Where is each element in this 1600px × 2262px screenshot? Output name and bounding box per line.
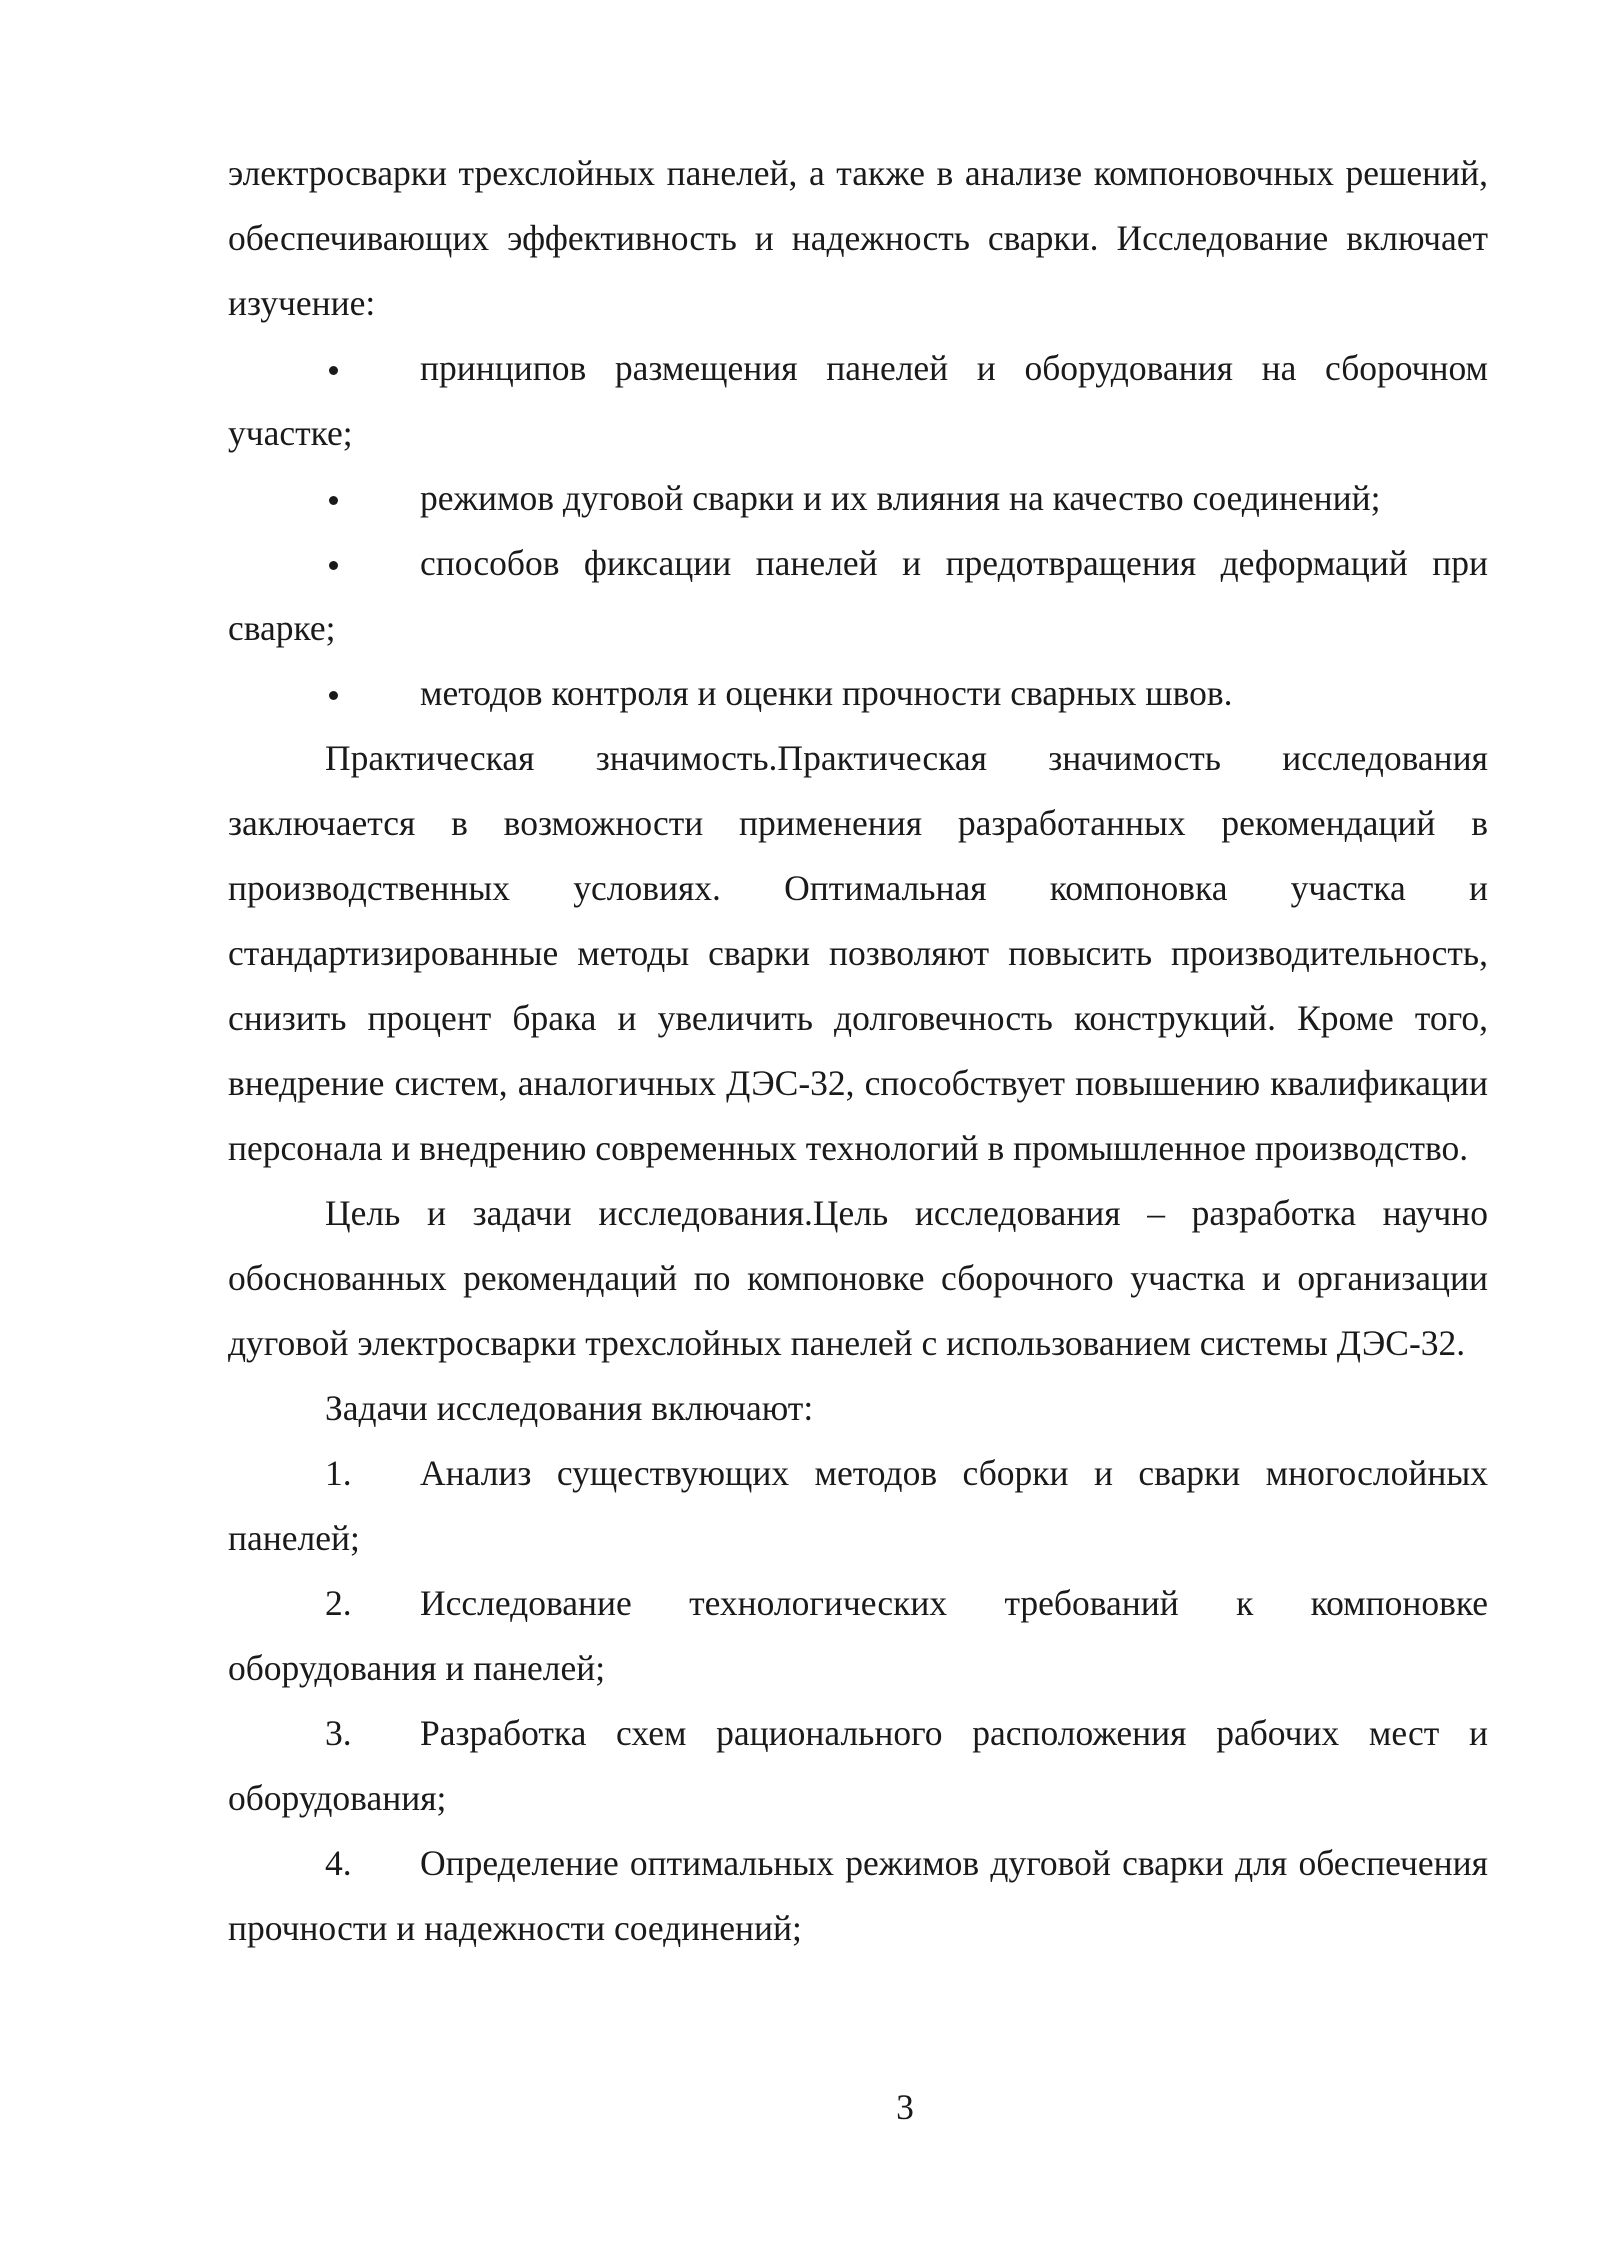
tasks-list (228, 1441, 1488, 1961)
document-body (228, 141, 1488, 1961)
page-number: 3 (896, 2087, 914, 2127)
numbered-item (228, 1441, 1488, 1571)
bullet-icon (329, 691, 338, 700)
research-scope-list (228, 336, 1488, 726)
numbered-item (228, 1571, 1488, 1701)
list-item (228, 466, 1488, 531)
practical-significance-paragraph: Практическая значимость.Практическая значимость исследования заключается в возможности применения разработанных рекомендаций в производственных условиях. Оптимальная компоновка участка и стандартизированные методы сварки позволяют повысить производительность, снизить процент брака и увеличить долговечность конструкций. Кроме того, внедрение систем, аналогичных ДЭС-32, способствует повышению квалификации персонала и внедрению современных технологий в промышленное производство. (228, 738, 1488, 1168)
bullet-icon (329, 496, 338, 505)
item-number: 1. (325, 1453, 352, 1493)
list-item (228, 661, 1488, 726)
item-text: Определение оптимальных режимов дуговой сварки для обеспечения прочности и надежности соединений; (228, 1843, 1488, 1948)
goal-paragraph: Цель и задачи исследования.Цель исследования – разработка научно обоснованных рекомендаций по компоновке сборочного участка и организации дуговой электросварки трехслойных панелей с использованием системы ДЭС-32. (228, 1193, 1488, 1363)
list-item-text: принципов размещения панелей и оборудования на сборочном участке; (228, 348, 1488, 453)
item-number: 3. (325, 1713, 352, 1753)
list-item-text: методов контроля и оценки прочности сварных швов. (420, 673, 1233, 713)
numbered-item (228, 1701, 1488, 1831)
list-item-text: режимов дуговой сварки и их влияния на качество соединений; (420, 478, 1381, 518)
item-number: 4. (325, 1843, 352, 1883)
item-text: Анализ существующих методов сборки и сварки многослойных панелей; (228, 1453, 1488, 1558)
numbered-item (228, 1831, 1488, 1961)
bullet-icon (329, 561, 338, 570)
item-text: Разработка схем рационального расположения рабочих мест и оборудования; (228, 1713, 1488, 1818)
tasks-intro: Задачи исследования включают: (325, 1388, 814, 1428)
item-number: 2. (325, 1583, 352, 1623)
item-text: Исследование технологических требований к компоновке оборудования и панелей; (228, 1583, 1488, 1688)
list-item (228, 531, 1488, 661)
intro-paragraph: электросварки трехслойных панелей, а также в анализе компоновочных решений, обеспечивающих эффективность и надежность сварки. Исследование включает изучение: (228, 153, 1488, 323)
bullet-icon (329, 366, 338, 375)
list-item-text: способов фиксации панелей и предотвращения деформаций при сварке; (228, 543, 1488, 648)
list-item (228, 336, 1488, 466)
